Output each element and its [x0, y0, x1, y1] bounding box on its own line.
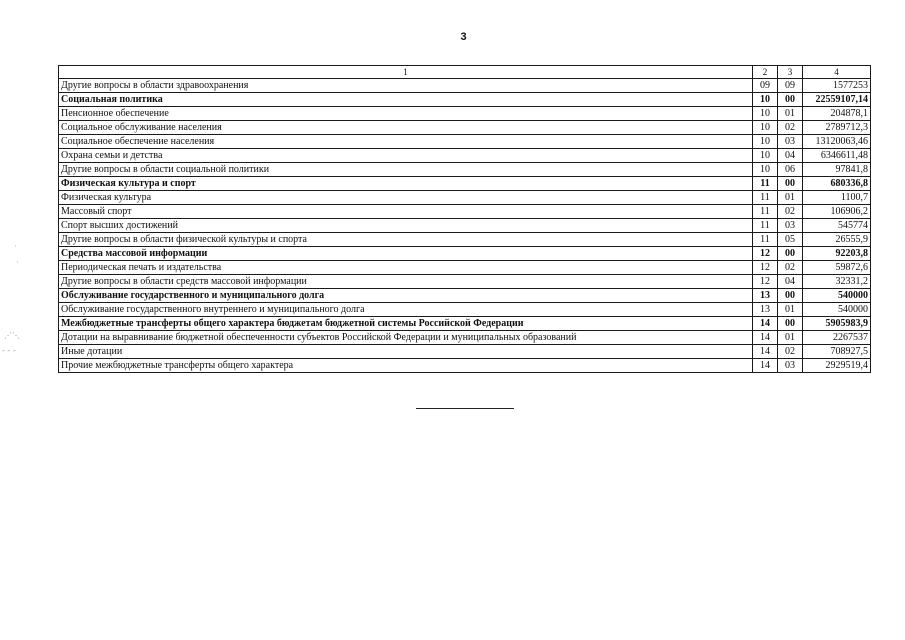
row-section-cell: 10 — [753, 93, 778, 107]
row-subsection-cell: 04 — [778, 149, 803, 163]
row-name-cell: Другие вопросы в области физической культуры и спорта — [59, 233, 753, 247]
table-row — [59, 289, 871, 303]
row-name-cell: Обслуживание государственного и муниципального долга — [59, 289, 753, 303]
column-header-name: 1 — [59, 66, 753, 79]
table-row — [59, 121, 871, 135]
table-row — [59, 233, 871, 247]
row-amount-cell: 92203,8 — [803, 247, 871, 261]
row-section-cell: 13 — [753, 289, 778, 303]
table-row — [59, 79, 871, 93]
row-subsection-cell: 02 — [778, 345, 803, 359]
row-amount-cell: 106906,2 — [803, 205, 871, 219]
row-section-cell: 12 — [753, 275, 778, 289]
row-amount-cell: 6346611,48 — [803, 149, 871, 163]
scan-artifact: - - - — [2, 346, 16, 355]
row-subsection-cell: 01 — [778, 107, 803, 121]
row-subsection-cell: 03 — [778, 219, 803, 233]
row-section-cell: 10 — [753, 149, 778, 163]
column-header-subsection: 3 — [778, 66, 803, 79]
row-section-cell: 11 — [753, 177, 778, 191]
row-name-cell: Прочие межбюджетные трансферты общего характера — [59, 359, 753, 373]
row-subsection-cell: 09 — [778, 79, 803, 93]
row-section-cell: 10 — [753, 135, 778, 149]
row-name-cell: Спорт высших достижений — [59, 219, 753, 233]
row-subsection-cell: 00 — [778, 93, 803, 107]
row-section-cell: 09 — [753, 79, 778, 93]
row-section-cell: 11 — [753, 219, 778, 233]
row-name-cell: Другие вопросы в области здравоохранения — [59, 79, 753, 93]
budget-table — [58, 65, 871, 373]
row-name-cell: Социальное обслуживание населения — [59, 121, 753, 135]
table-row — [59, 205, 871, 219]
row-name-cell: Физическая культура и спорт — [59, 177, 753, 191]
table-row — [59, 345, 871, 359]
row-amount-cell: 22559107,14 — [803, 93, 871, 107]
row-section-cell: 14 — [753, 359, 778, 373]
table-row — [59, 303, 871, 317]
row-amount-cell: 1577253 — [803, 79, 871, 93]
row-name-cell: Социальная политика — [59, 93, 753, 107]
row-section-cell: 10 — [753, 107, 778, 121]
table-row — [59, 317, 871, 331]
row-subsection-cell: 02 — [778, 205, 803, 219]
row-amount-cell: 540000 — [803, 303, 871, 317]
row-subsection-cell: 03 — [778, 359, 803, 373]
row-amount-cell: 204878,1 — [803, 107, 871, 121]
row-section-cell: 12 — [753, 247, 778, 261]
scan-artifact: · — [14, 242, 17, 251]
row-name-cell: Социальное обеспечение населения — [59, 135, 753, 149]
row-subsection-cell: 00 — [778, 177, 803, 191]
row-amount-cell: 97841,8 — [803, 163, 871, 177]
row-subsection-cell: 03 — [778, 135, 803, 149]
row-section-cell: 14 — [753, 345, 778, 359]
column-header-section: 2 — [753, 66, 778, 79]
row-amount-cell: 2267537 — [803, 331, 871, 345]
scan-artifact: · — [16, 258, 19, 267]
row-section-cell: 10 — [753, 163, 778, 177]
row-name-cell: Пенсионное обеспечение — [59, 107, 753, 121]
row-name-cell: Иные дотации — [59, 345, 753, 359]
table-row — [59, 93, 871, 107]
row-subsection-cell: 00 — [778, 317, 803, 331]
table-row — [59, 177, 871, 191]
row-amount-cell: 708927,5 — [803, 345, 871, 359]
table-row — [59, 275, 871, 289]
row-amount-cell: 2789712,3 — [803, 121, 871, 135]
row-amount-cell: 1100,7 — [803, 191, 871, 205]
table-row — [59, 261, 871, 275]
scan-artifact: ⋰⋱ — [4, 331, 20, 340]
row-amount-cell: 13120063,46 — [803, 135, 871, 149]
row-section-cell: 14 — [753, 331, 778, 345]
row-name-cell: Охрана семьи и детства — [59, 149, 753, 163]
row-subsection-cell: 06 — [778, 163, 803, 177]
row-name-cell: Массовый спорт — [59, 205, 753, 219]
table-row — [59, 247, 871, 261]
row-name-cell: Средства массовой информации — [59, 247, 753, 261]
row-subsection-cell: 00 — [778, 247, 803, 261]
row-subsection-cell: 01 — [778, 191, 803, 205]
row-name-cell: Другие вопросы в области средств массовой информации — [59, 275, 753, 289]
row-section-cell: 11 — [753, 233, 778, 247]
table-row — [59, 219, 871, 233]
row-section-cell: 11 — [753, 191, 778, 205]
row-subsection-cell: 04 — [778, 275, 803, 289]
table-row — [59, 135, 871, 149]
row-section-cell: 13 — [753, 303, 778, 317]
row-name-cell: Периодическая печать и издательства — [59, 261, 753, 275]
table-row — [59, 163, 871, 177]
row-subsection-cell: 00 — [778, 289, 803, 303]
row-section-cell: 11 — [753, 205, 778, 219]
row-amount-cell: 5905983,9 — [803, 317, 871, 331]
row-name-cell: Межбюджетные трансферты общего характера бюджетам бюджетной системы Российской Федерации — [59, 317, 753, 331]
row-subsection-cell: 02 — [778, 261, 803, 275]
row-amount-cell: 680336,8 — [803, 177, 871, 191]
table-row — [59, 331, 871, 345]
row-subsection-cell: 01 — [778, 303, 803, 317]
table-row — [59, 149, 871, 163]
row-subsection-cell: 01 — [778, 331, 803, 345]
row-name-cell: Обслуживание государственного внутреннего и муниципального долга — [59, 303, 753, 317]
closing-rule — [416, 408, 514, 409]
row-section-cell: 10 — [753, 121, 778, 135]
row-amount-cell: 540000 — [803, 289, 871, 303]
table-header-row — [59, 66, 871, 79]
row-section-cell: 12 — [753, 261, 778, 275]
table-row — [59, 107, 871, 121]
table-row — [59, 191, 871, 205]
table-body — [59, 79, 871, 373]
row-section-cell: 14 — [753, 317, 778, 331]
row-name-cell: Физическая культура — [59, 191, 753, 205]
page-number: 3 — [460, 31, 467, 43]
table-row — [59, 359, 871, 373]
row-amount-cell: 2929519,4 — [803, 359, 871, 373]
row-amount-cell: 59872,6 — [803, 261, 871, 275]
row-amount-cell: 545774 — [803, 219, 871, 233]
row-subsection-cell: 05 — [778, 233, 803, 247]
row-name-cell: Дотации на выравнивание бюджетной обеспеченности субъектов Российской Федерации и муниципальных образований — [59, 331, 753, 345]
row-subsection-cell: 02 — [778, 121, 803, 135]
row-amount-cell: 32331,2 — [803, 275, 871, 289]
row-amount-cell: 26555,9 — [803, 233, 871, 247]
column-header-amount: 4 — [803, 66, 871, 79]
row-name-cell: Другие вопросы в области социальной политики — [59, 163, 753, 177]
